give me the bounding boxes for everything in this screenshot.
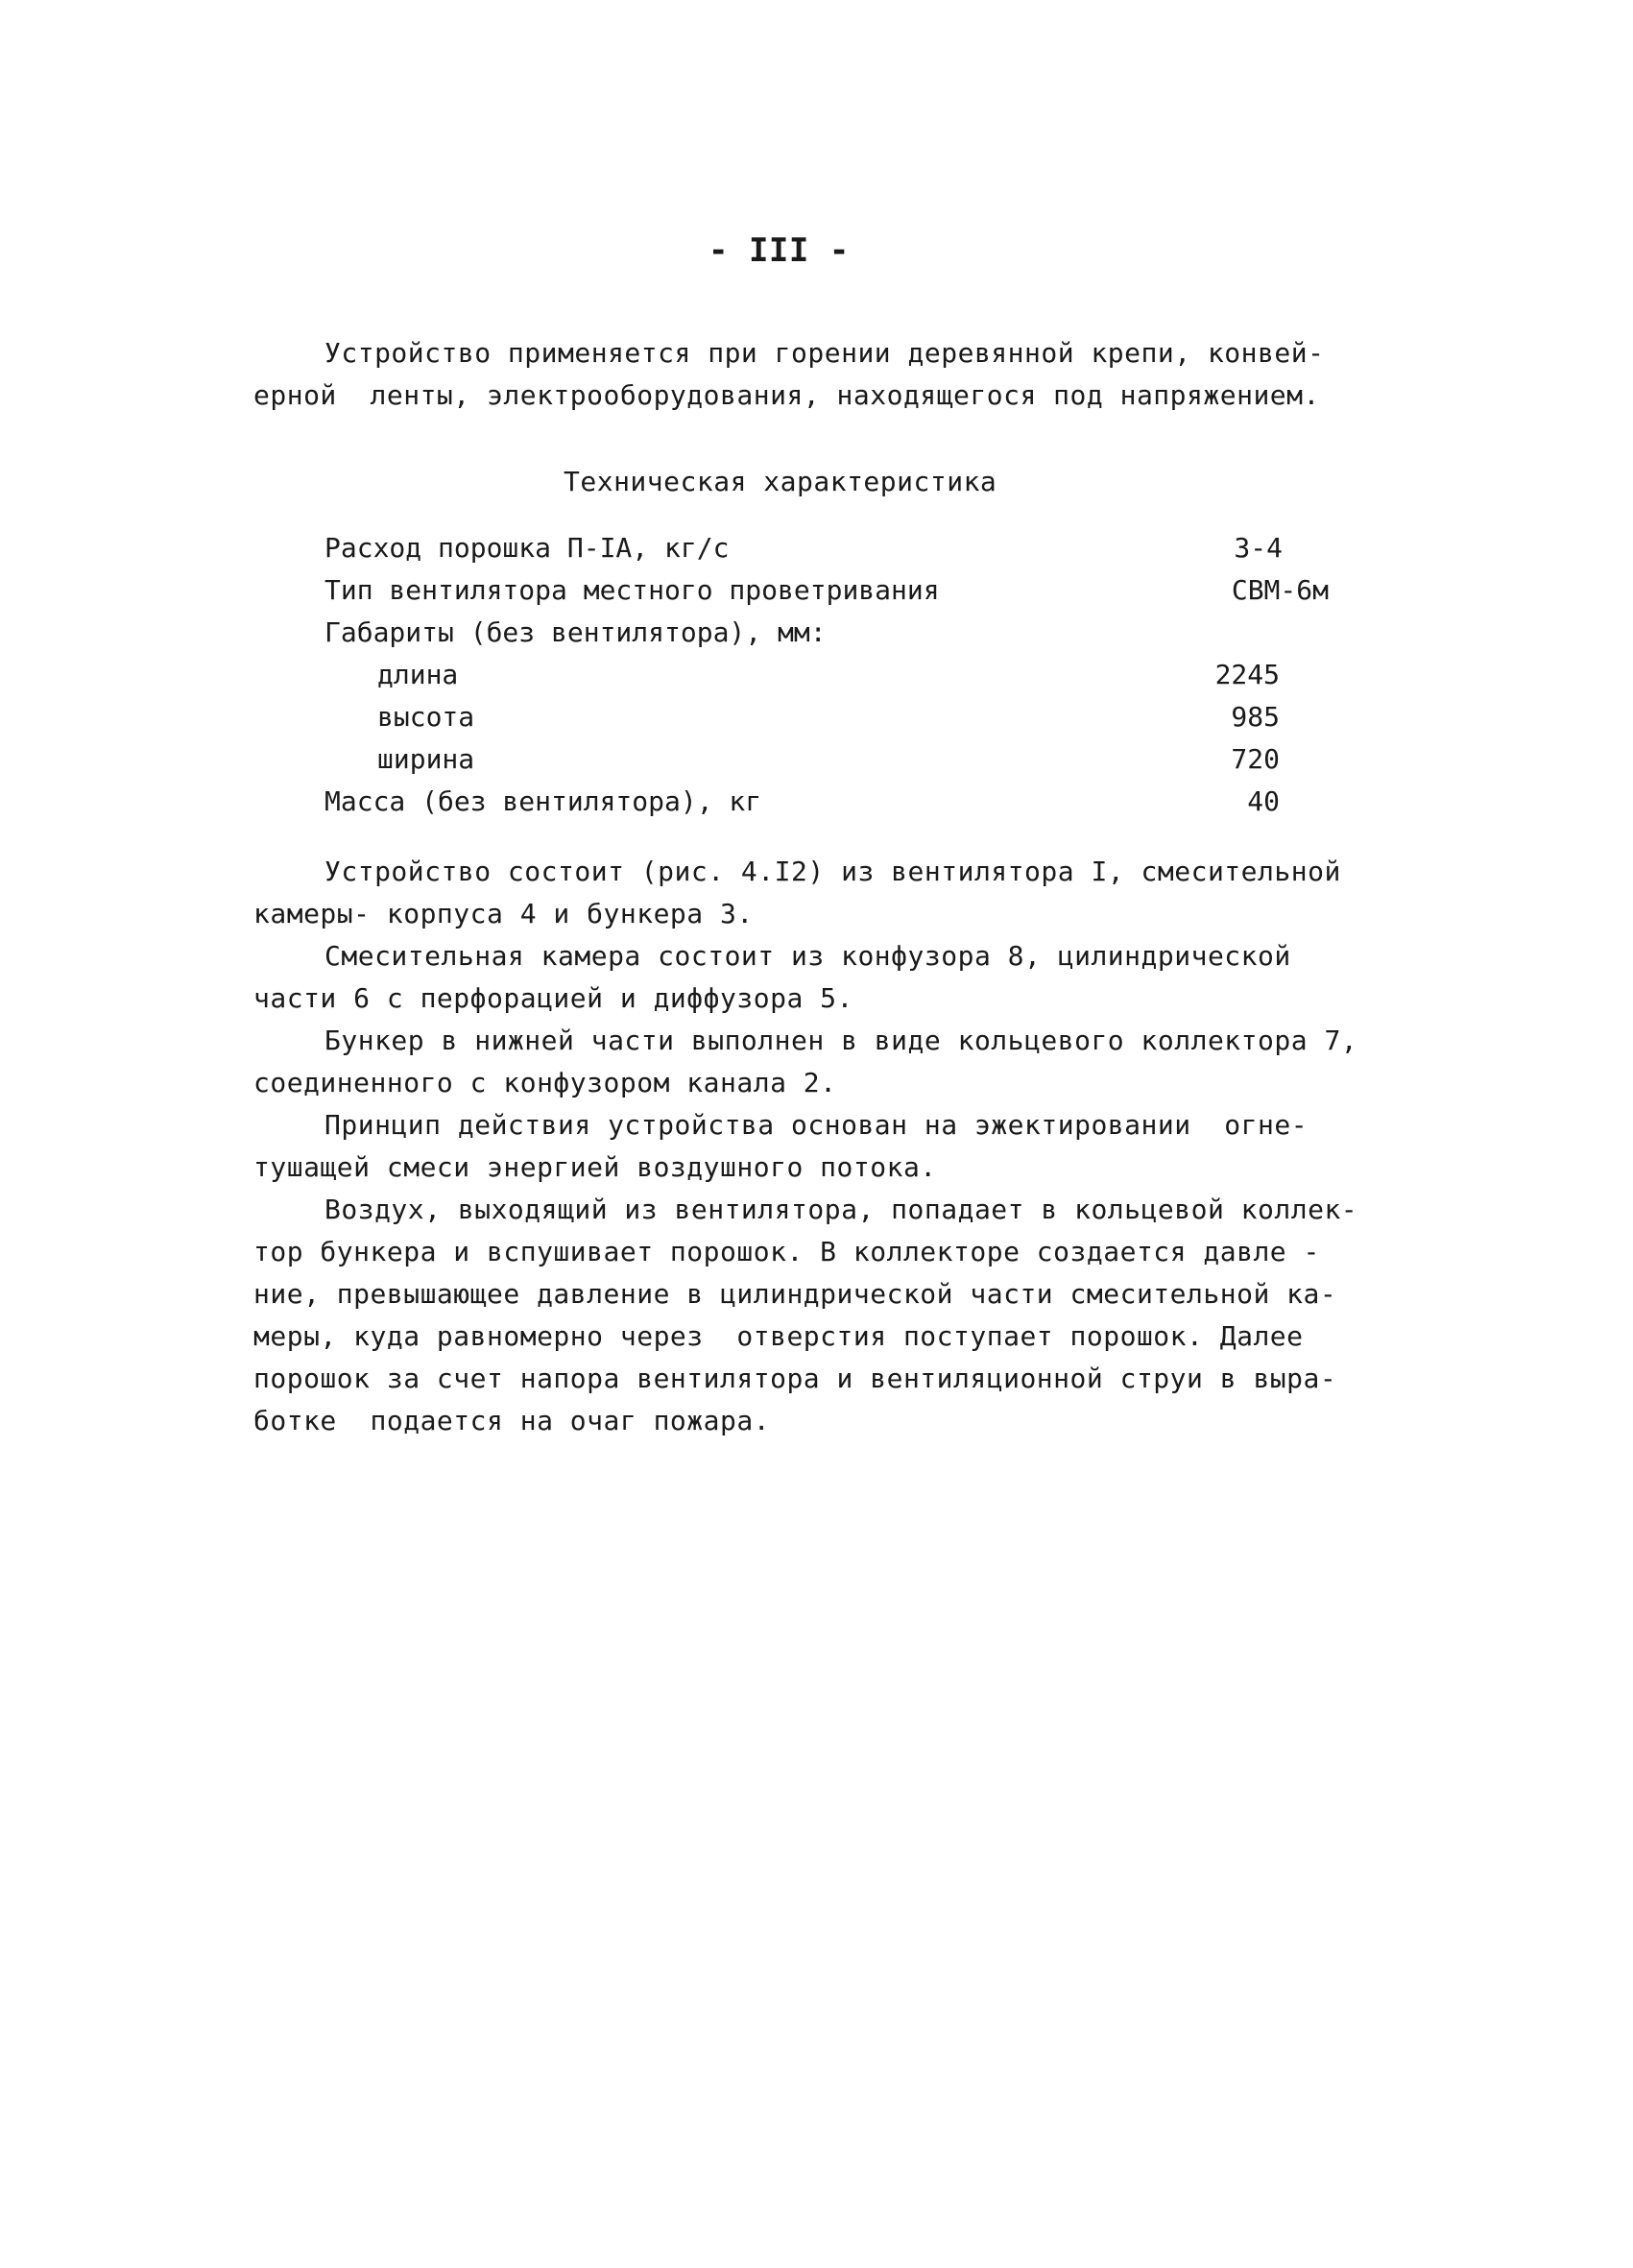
paragraph-line: ние, превышающее давление в цилиндрической части смесительной ка-	[253, 1278, 1337, 1310]
spec-row-height	[324, 701, 1285, 736]
paragraph-line: соединенного с конфузором канала 2.	[253, 1067, 837, 1098]
spec-label: ширина	[377, 743, 475, 775]
spec-row-powder-rate	[324, 532, 1285, 567]
spec-label: Габариты (без вентилятора), мм:	[324, 616, 827, 648]
page-number: - III -	[708, 231, 850, 270]
paragraph-line: Бункер в нижней части выполнен в виде кольцевого коллектора 7,	[324, 1025, 1358, 1056]
spec-row-mass	[324, 785, 1285, 820]
spec-value: 720	[1231, 743, 1280, 775]
spec-label: длина	[377, 659, 459, 690]
spec-value: 985	[1231, 701, 1280, 733]
spec-value: СВМ-6м	[1231, 574, 1329, 606]
paragraph-line: тор бункера и вспушивает порошок. В коллекторе создается давле -	[253, 1236, 1320, 1267]
spec-label: высота	[377, 701, 475, 733]
spec-label: Тип вентилятора местного проветривания	[324, 574, 940, 606]
paragraph-line: Смесительная камера состоит из конфузора 8, цилиндрической	[324, 940, 1291, 972]
spec-row-width	[324, 743, 1285, 778]
spec-value: 2245	[1214, 659, 1280, 690]
spec-row-dimensions	[324, 616, 1285, 651]
paragraph-line: части 6 с перфорацией и диффузора 5.	[253, 982, 853, 1014]
paragraph-line: тушащей смеси энергией воздушного потока.	[253, 1151, 937, 1183]
spec-value: 3-4	[1234, 532, 1283, 564]
paragraph-line: камеры- корпуса 4 и бункера 3.	[253, 898, 754, 929]
intro-line-2: ерной ленты, электрооборудования, находящегося под напряжением.	[253, 379, 1320, 411]
paragraph-line: Воздух, выходящий из вентилятора, попадает в кольцевой коллек-	[324, 1194, 1358, 1225]
paragraph-line: порошок за счет напора вентилятора и вентиляционной струи в выра-	[253, 1363, 1337, 1394]
paragraph-line: ботке подается на очаг пожара.	[253, 1405, 771, 1436]
specs-heading: Техническая характеристика	[564, 466, 997, 497]
intro-line-1: Устройство применяется при горении деревянной крепи, конвей-	[324, 337, 1325, 369]
paragraph-line: меры, куда равномерно через отверстия поступает порошок. Далее	[253, 1320, 1304, 1352]
spec-row-length	[324, 659, 1285, 693]
spec-value: 40	[1247, 785, 1280, 817]
spec-row-fan-type	[324, 574, 1329, 609]
paragraph-line: Устройство состоит (рис. 4.I2) из вентилятора I, смесительной	[324, 856, 1341, 887]
spec-label: Расход порошка П-IА, кг/с	[324, 532, 730, 564]
spec-label: Масса (без вентилятора), кг	[324, 785, 762, 817]
paragraph-line: Принцип действия устройства основан на эжектировании огне-	[324, 1109, 1309, 1141]
